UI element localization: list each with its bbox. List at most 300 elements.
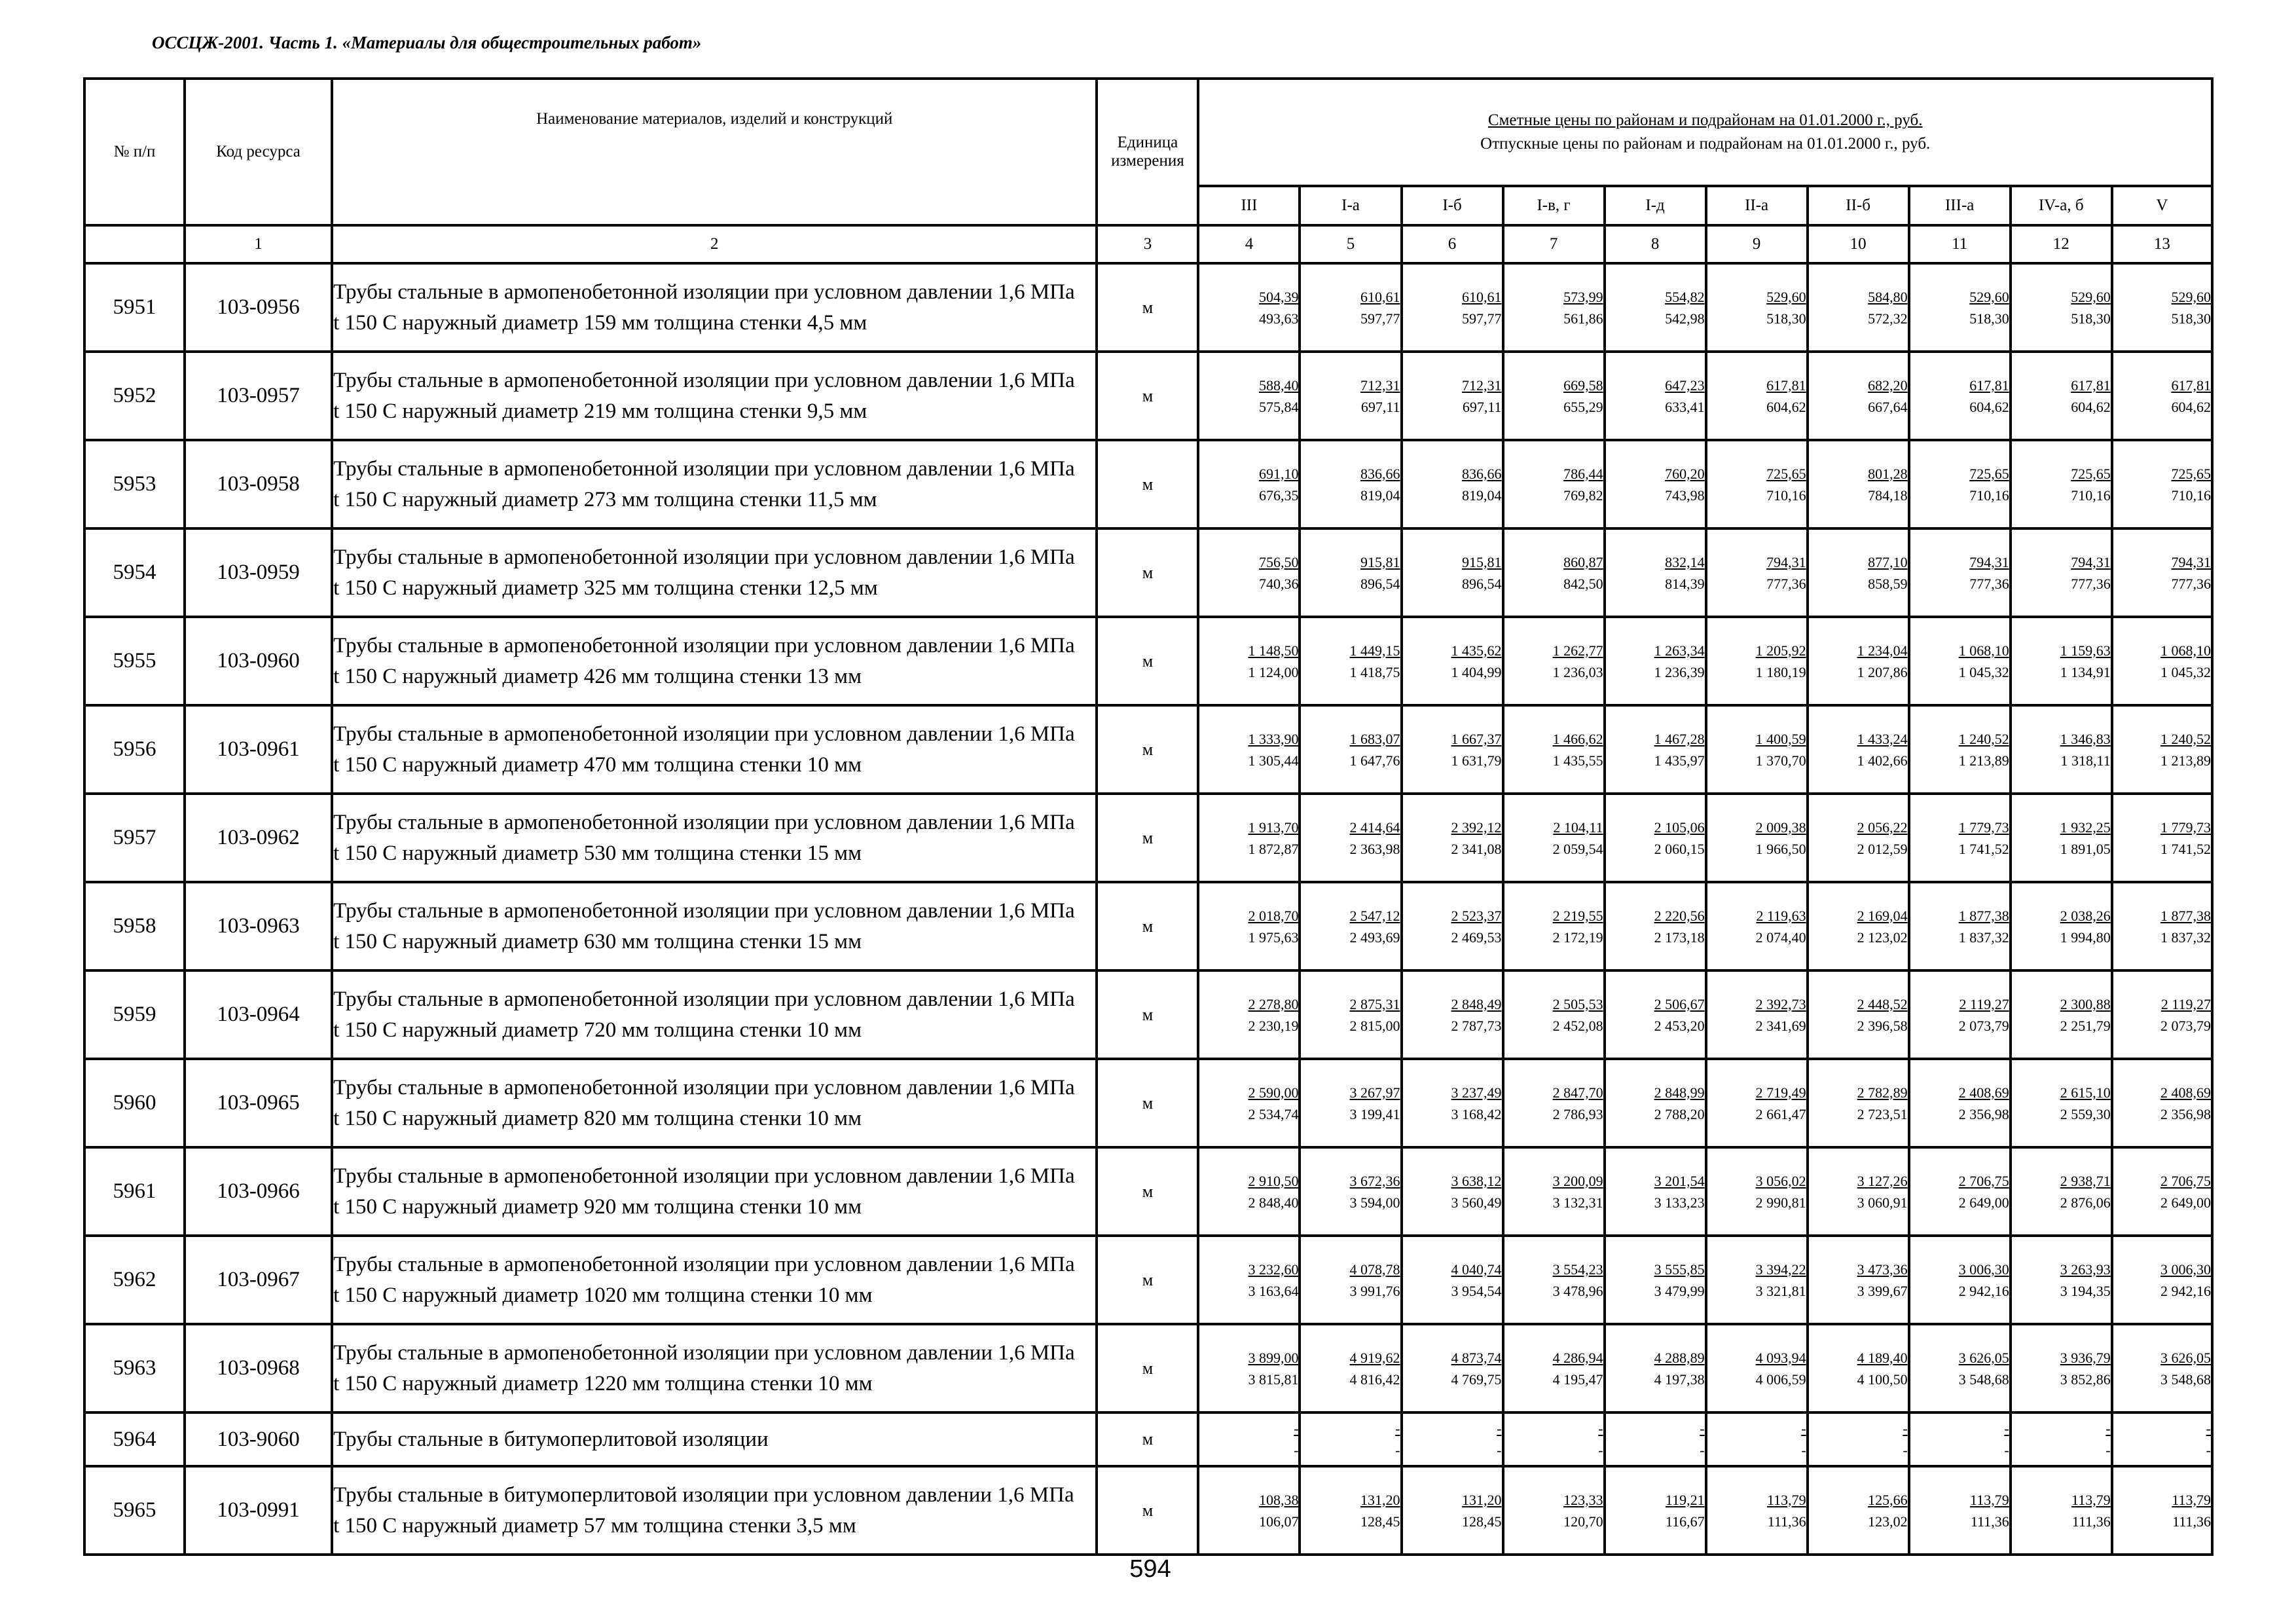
price-pair (1809, 1259, 1908, 1302)
material-name-line1: Трубы стальные в армопенобетонной изоляции при условном давлении 1,6 МПа (333, 722, 1075, 747)
price-pair (1606, 640, 1705, 683)
price-cell (2011, 1147, 2112, 1236)
release-price: - (1598, 1442, 1603, 1458)
release-price: 710,16 (1969, 487, 2009, 504)
price-pair (2012, 905, 2111, 948)
release-price: 2 073,79 (1958, 1017, 2009, 1034)
row-number: 5960 (84, 1059, 185, 1147)
estimate-price: 2 300,88 (2060, 995, 2111, 1012)
estimate-price: 3 201,54 (1654, 1172, 1705, 1189)
price-pair (1403, 817, 1502, 860)
table-row (84, 1147, 2212, 1236)
table-row (84, 794, 2212, 882)
price-cell (1909, 617, 2011, 705)
estimate-price: 794,31 (2071, 553, 2111, 570)
estimate-price: 2 615,10 (2060, 1084, 2111, 1101)
price-pair (1910, 463, 2009, 506)
estimate-price: 794,31 (1766, 553, 1806, 570)
release-price: 3 548,68 (2160, 1371, 2211, 1388)
price-cell (1300, 263, 1401, 352)
release-price: 2 787,73 (1451, 1017, 1502, 1034)
price-pair (1504, 1347, 1603, 1390)
resource-code: 103-0965 (185, 1059, 332, 1147)
estimate-price: 2 169,04 (1857, 907, 1908, 924)
estimate-price: 3 626,05 (2160, 1349, 2211, 1366)
price-cell (1402, 794, 1503, 882)
price-cell (1198, 970, 1300, 1059)
estimate-price: 1 683,07 (1349, 730, 1400, 747)
price-cell (1402, 970, 1503, 1059)
price-pair (2113, 1170, 2211, 1213)
price-cell (2112, 528, 2212, 617)
release-price: 2 661,47 (1755, 1105, 1806, 1122)
estimate-price: 1 234,04 (1857, 642, 1908, 659)
estimate-price: 1 877,38 (2160, 907, 2211, 924)
unit-of-measure: м (1097, 1466, 1198, 1555)
price-pair (2012, 817, 2111, 860)
price-cell (1198, 705, 1300, 794)
price-cell (1808, 352, 1909, 440)
price-cell (1605, 528, 1706, 617)
price-pair (1504, 463, 1603, 506)
price-cell (1909, 1236, 2011, 1324)
price-pair (1606, 1082, 1705, 1125)
release-price: 4 197,38 (1654, 1371, 1705, 1388)
release-price: 1 236,03 (1552, 663, 1603, 680)
estimate-price: 1 433,24 (1857, 730, 1908, 747)
release-price: 518,30 (2171, 310, 2211, 327)
estimate-price: 1 877,38 (1958, 907, 2009, 924)
price-cell (1706, 970, 1808, 1059)
row-number: 5963 (84, 1324, 185, 1412)
price-cell (1605, 263, 1706, 352)
price-pair (1707, 817, 1806, 860)
price-cell (1909, 705, 2011, 794)
price-pair (1910, 817, 2009, 860)
price-cell (1909, 1147, 2011, 1236)
price-pair (2113, 1418, 2211, 1461)
release-price: 858,59 (1868, 575, 1908, 592)
price-cell (1300, 970, 1401, 1059)
column-number: 3 (1097, 225, 1198, 263)
estimate-price: 712,31 (1360, 377, 1400, 394)
material-name-line2: t 150 С наружный диаметр 530 мм толщина стенки 15 мм (333, 841, 862, 865)
price-pair (1504, 817, 1603, 860)
price-cell (2112, 882, 2212, 970)
release-price: 4 195,47 (1552, 1371, 1603, 1388)
column-number: 11 (1909, 225, 2011, 263)
price-cell (1706, 352, 1808, 440)
price-cell (1808, 970, 1909, 1059)
price-cell (1503, 794, 1605, 882)
price-pair (1199, 551, 1298, 595)
price-cell (1300, 882, 1401, 970)
unit-of-measure: м (1097, 882, 1198, 970)
price-pair (2012, 1347, 2111, 1390)
price-pair (1504, 551, 1603, 595)
release-price: 2 788,20 (1654, 1105, 1705, 1122)
release-price: 1 207,86 (1857, 663, 1908, 680)
unit-of-measure: м (1097, 970, 1198, 1059)
price-pair (1606, 1418, 1705, 1461)
release-price: 604,62 (2071, 398, 2111, 415)
price-pair (1606, 1170, 1705, 1213)
release-price: 2 559,30 (2060, 1105, 2111, 1122)
price-pair (1809, 1082, 1908, 1125)
price-cell (1706, 1147, 1808, 1236)
row-number: 5965 (84, 1466, 185, 1555)
price-cell (1198, 1147, 1300, 1236)
release-price: 710,16 (1766, 487, 1806, 504)
release-price: 2 534,74 (1248, 1105, 1299, 1122)
estimate-price: 4 873,74 (1451, 1349, 1502, 1366)
price-pair (1606, 993, 1705, 1037)
release-price: 3 852,86 (2060, 1371, 2111, 1388)
estimate-price: 725,65 (1766, 465, 1806, 482)
estimate-price: 610,61 (1360, 288, 1400, 305)
column-number: 13 (2112, 225, 2212, 263)
price-cell (1706, 617, 1808, 705)
estimate-price: 3 200,09 (1552, 1172, 1603, 1189)
estimate-price: 801,28 (1868, 465, 1908, 482)
table-row (84, 263, 2212, 352)
price-cell (1706, 1059, 1808, 1147)
price-cell (2112, 440, 2212, 528)
price-cell (1300, 1147, 1401, 1236)
material-name-line1: Трубы стальные в битумоперлитовой изоляции (333, 1427, 769, 1451)
material-name-line2: t 150 С наружный диаметр 325 мм толщина стенки 12,5 мм (333, 576, 878, 600)
estimate-price: 529,60 (1766, 288, 1806, 305)
estimate-price: 4 189,40 (1857, 1349, 1908, 1366)
table-row (84, 440, 2212, 528)
header-prices-release: Отпускные цены по районам и подрайонам на 01.01.2000 г., руб. (1480, 135, 1931, 153)
release-price: 1 966,50 (1755, 840, 1806, 857)
estimate-price: 725,65 (1969, 465, 2009, 482)
price-cell (1402, 1147, 1503, 1236)
price-pair (1809, 463, 1908, 506)
running-header: ОССЦЖ-2001. Часть 1. «Материалы для общестроительных работ» (152, 33, 702, 52)
estimate-price: 2 220,56 (1654, 907, 1705, 924)
material-name-line1: Трубы стальные в армопенобетонной изоляции при условном давлении 1,6 МПа (333, 899, 1075, 923)
price-pair (1809, 1347, 1908, 1390)
release-price: 4 006,59 (1755, 1371, 1806, 1388)
estimate-price: 3 672,36 (1349, 1172, 1400, 1189)
estimate-price: 760,20 (1665, 465, 1705, 482)
release-price: 3 479,99 (1654, 1282, 1705, 1299)
resource-code: 103-0968 (185, 1324, 332, 1412)
release-price: 111,36 (1970, 1513, 2009, 1530)
price-cell (1503, 440, 1605, 528)
estimate-price: 1 159,63 (2060, 642, 2111, 659)
release-price: 1 994,80 (2060, 929, 2111, 946)
material-name-line1: Трубы стальные в армопенобетонной изоляции при условном давлении 1,6 МПа (333, 457, 1075, 481)
estimate-price: 647,23 (1665, 377, 1705, 394)
row-number: 5954 (84, 528, 185, 617)
estimate-price: 1 449,15 (1349, 642, 1400, 659)
price-pair (1707, 1418, 1806, 1461)
price-cell (2112, 794, 2212, 882)
row-number: 5952 (84, 352, 185, 440)
release-price: 777,36 (2071, 575, 2111, 592)
price-cell (1503, 705, 1605, 794)
header-unit: Единица измерения (1097, 79, 1198, 225)
column-number: 8 (1605, 225, 1706, 263)
price-pair (1707, 1082, 1806, 1125)
release-price: 2 363,98 (1349, 840, 1400, 857)
header-code: Код ресурса (185, 79, 332, 225)
price-cell (1300, 528, 1401, 617)
price-cell (1808, 263, 1909, 352)
price-pair (1199, 375, 1298, 418)
release-price: 2 848,40 (1248, 1194, 1299, 1211)
release-price: - (1497, 1442, 1502, 1458)
estimate-price: 573,99 (1563, 288, 1603, 305)
price-pair (2012, 463, 2111, 506)
release-price: 3 194,35 (2060, 1282, 2111, 1299)
release-price: 604,62 (1766, 398, 1806, 415)
release-price: 2 230,19 (1248, 1017, 1299, 1034)
price-cell (1909, 528, 2011, 617)
estimate-price: 3 006,30 (1958, 1261, 2009, 1278)
price-pair (1199, 993, 1298, 1037)
estimate-price: 3 237,49 (1451, 1084, 1502, 1101)
price-cell (1605, 1236, 1706, 1324)
price-pair (1301, 286, 1400, 329)
price-cell (1300, 1324, 1401, 1412)
price-cell (1198, 882, 1300, 970)
price-pair (1910, 1489, 2009, 1532)
release-price: 1 213,89 (2160, 752, 2211, 769)
price-cell (1909, 1059, 2011, 1147)
estimate-price: 1 262,77 (1552, 642, 1603, 659)
release-price: 1 891,05 (2060, 840, 2111, 857)
price-pair (1606, 817, 1705, 860)
price-cell (1808, 1324, 1909, 1412)
estimate-price: 588,40 (1258, 377, 1299, 394)
price-pair (1403, 463, 1502, 506)
price-pair (1199, 905, 1298, 948)
estimate-price: 2 719,49 (1755, 1084, 1806, 1101)
price-pair (1910, 1170, 2009, 1213)
estimate-price: 2 056,22 (1857, 819, 1908, 836)
unit-of-measure: м (1097, 1147, 1198, 1236)
release-price: 2 356,98 (2160, 1105, 2211, 1122)
estimate-price: 2 782,89 (1857, 1084, 1908, 1101)
price-pair (1707, 1489, 1806, 1532)
price-pair (2113, 286, 2211, 329)
release-price: 697,11 (1462, 398, 1502, 415)
price-cell (1198, 1466, 1300, 1555)
unit-of-measure: м (1097, 1059, 1198, 1147)
price-pair (1707, 1259, 1806, 1302)
release-price: 2 073,79 (2160, 1017, 2211, 1034)
estimate-price: 1 263,34 (1654, 642, 1705, 659)
price-pair (1606, 463, 1705, 506)
estimate-price: 1 205,92 (1755, 642, 1806, 659)
price-cell (1402, 440, 1503, 528)
estimate-price: 123,33 (1563, 1491, 1603, 1508)
estimate-price: 1 346,83 (2060, 730, 2111, 747)
release-price: 2 723,51 (1857, 1105, 1908, 1122)
estimate-price: 610,61 (1462, 288, 1502, 305)
release-price: - (2206, 1442, 2211, 1458)
price-pair (1809, 817, 1908, 860)
estimate-price: - (1598, 1420, 1603, 1437)
price-cell (1808, 705, 1909, 794)
price-pair (1199, 817, 1298, 860)
material-name-line1: Трубы стальные в армопенобетонной изоляции при условном давлении 1,6 МПа (333, 987, 1075, 1012)
material-name-line1: Трубы стальные в армопенобетонной изоляции при условном давлении 1,6 МПа (333, 634, 1075, 658)
price-pair (1199, 640, 1298, 683)
price-pair (1606, 375, 1705, 418)
estimate-price: 1 333,90 (1248, 730, 1299, 747)
price-cell (1605, 617, 1706, 705)
price-cell (1503, 1466, 1605, 1555)
release-price: 1 647,76 (1349, 752, 1400, 769)
release-price: 1 975,63 (1248, 929, 1299, 946)
estimate-price: 2 018,70 (1248, 907, 1299, 924)
estimate-price: 3 936,79 (2060, 1349, 2111, 1366)
resource-code: 103-0959 (185, 528, 332, 617)
price-pair (1199, 728, 1298, 771)
header-region: I-в, г (1503, 186, 1605, 225)
release-price: 3 168,42 (1451, 1105, 1502, 1122)
price-cell (2011, 1324, 2112, 1412)
price-pair (1910, 905, 2009, 948)
estimate-price: 1 913,70 (1248, 819, 1299, 836)
estimate-price: 2 105,06 (1654, 819, 1705, 836)
price-cell (1605, 1412, 1706, 1466)
material-name (332, 1324, 1097, 1412)
estimate-price: 119,21 (1665, 1491, 1705, 1508)
price-pair (1809, 728, 1908, 771)
release-price: 1 435,55 (1552, 752, 1603, 769)
price-cell (1198, 1236, 1300, 1324)
release-price: 842,50 (1563, 575, 1603, 592)
release-price: 1 435,97 (1654, 752, 1705, 769)
estimate-price: 877,10 (1868, 553, 1908, 570)
estimate-price: 2 523,37 (1451, 907, 1502, 924)
estimate-price: 2 910,50 (1248, 1172, 1299, 1189)
price-pair (1301, 551, 1400, 595)
price-cell (2011, 617, 2112, 705)
release-price: 518,30 (1766, 310, 1806, 327)
price-cell (1605, 440, 1706, 528)
price-cell (2112, 1236, 2212, 1324)
header-region: I-а (1300, 186, 1401, 225)
estimate-price: 2 408,69 (2160, 1084, 2211, 1101)
estimate-price: 617,81 (2071, 377, 2111, 394)
header-region: III (1198, 186, 1300, 225)
estimate-price: 860,87 (1563, 553, 1603, 570)
release-price: 2 356,98 (1958, 1105, 2009, 1122)
price-pair (1707, 993, 1806, 1037)
price-pair (1403, 1418, 1502, 1461)
price-pair (1910, 640, 2009, 683)
material-name (332, 263, 1097, 352)
resource-code: 103-0964 (185, 970, 332, 1059)
header-region: II-б (1808, 186, 1909, 225)
price-pair (2113, 817, 2211, 860)
estimate-price: 725,65 (2071, 465, 2111, 482)
price-cell (1300, 440, 1401, 528)
price-pair (1910, 1347, 2009, 1390)
resource-code: 103-0956 (185, 263, 332, 352)
resource-code: 103-0967 (185, 1236, 332, 1324)
release-price: 128,45 (1360, 1513, 1400, 1530)
price-cell (1402, 263, 1503, 352)
estimate-price: 1 240,52 (2160, 730, 2211, 747)
price-cell (1808, 1466, 1909, 1555)
material-name-line2: t 150 С наружный диаметр 273 мм толщина стенки 11,5 мм (333, 487, 877, 511)
price-pair (2012, 728, 2111, 771)
price-cell (1503, 1236, 1605, 1324)
estimate-price: 3 473,36 (1857, 1261, 1908, 1278)
price-pair (2012, 286, 2111, 329)
release-price: 710,16 (2071, 487, 2111, 504)
release-price: 561,86 (1563, 310, 1603, 327)
price-cell (1605, 1324, 1706, 1412)
estimate-price: 832,14 (1665, 553, 1705, 570)
estimate-price: 113,79 (2071, 1491, 2111, 1508)
resource-code: 103-0958 (185, 440, 332, 528)
estimate-price: 2 848,49 (1451, 995, 1502, 1012)
price-pair (1301, 1347, 1400, 1390)
material-name-line1: Трубы стальные в армопенобетонной изоляции при условном давлении 1,6 МПа (333, 1341, 1075, 1365)
estimate-price: 1 779,73 (1958, 819, 2009, 836)
column-number: 4 (1198, 225, 1300, 263)
price-cell (2112, 1147, 2212, 1236)
unit-of-measure: м (1097, 528, 1198, 617)
estimate-price: 131,20 (1360, 1491, 1400, 1508)
estimate-price: 113,79 (1970, 1491, 2009, 1508)
price-pair (1707, 375, 1806, 418)
price-pair (1707, 286, 1806, 329)
release-price: 3 478,96 (1552, 1282, 1603, 1299)
estimate-price: 2 448,52 (1857, 995, 1908, 1012)
price-cell (1300, 1412, 1401, 1466)
price-pair (1301, 463, 1400, 506)
estimate-price: 4 040,74 (1451, 1261, 1502, 1278)
release-price: 4 769,75 (1451, 1371, 1502, 1388)
release-price: 518,30 (1969, 310, 2009, 327)
price-pair (1301, 1418, 1400, 1461)
column-number: 6 (1402, 225, 1503, 263)
release-price: 3 060,91 (1857, 1194, 1908, 1211)
price-pair (1504, 375, 1603, 418)
price-cell (1198, 528, 1300, 617)
estimate-price: 836,66 (1360, 465, 1400, 482)
release-price: 1 741,52 (1958, 840, 2009, 857)
price-cell (1605, 352, 1706, 440)
estimate-price: - (1903, 1420, 1908, 1437)
price-cell (1909, 1324, 2011, 1412)
release-price: 123,02 (1868, 1513, 1908, 1530)
release-price: 597,77 (1462, 310, 1502, 327)
release-price: 597,77 (1360, 310, 1400, 327)
price-pair (1606, 1489, 1705, 1532)
price-pair (1199, 1347, 1298, 1390)
price-cell (2011, 1412, 2112, 1466)
row-number: 5957 (84, 794, 185, 882)
price-cell (1402, 882, 1503, 970)
release-price: 542,98 (1665, 310, 1705, 327)
estimate-price: 691,10 (1258, 465, 1299, 482)
price-cell (1300, 1059, 1401, 1147)
price-pair (1199, 286, 1298, 329)
material-name-line2: t 150 С наружный диаметр 630 мм толщина стенки 15 мм (333, 929, 862, 953)
table-row (84, 352, 2212, 440)
